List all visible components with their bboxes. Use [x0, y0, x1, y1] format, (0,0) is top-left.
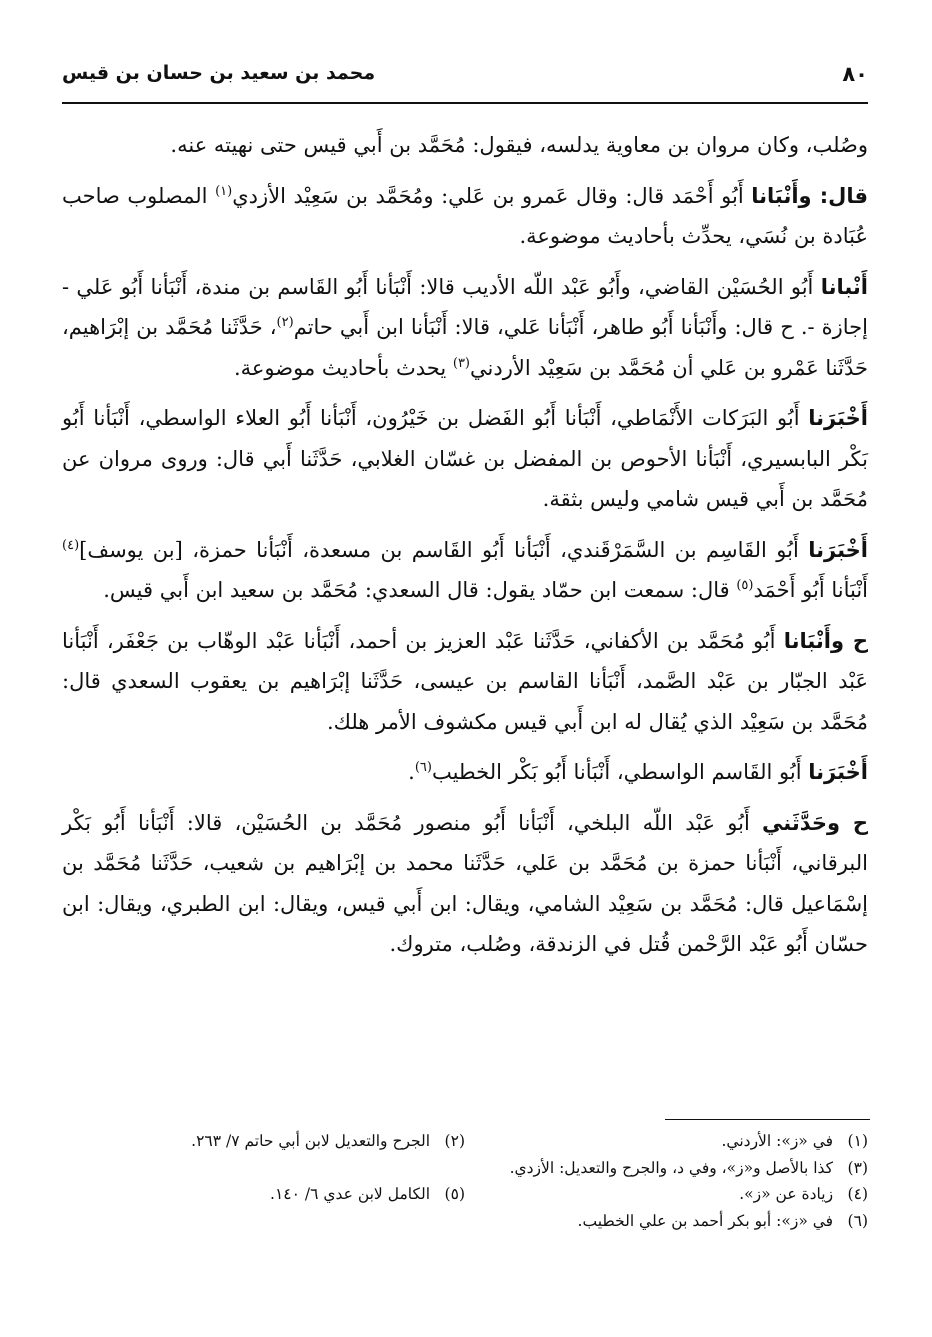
paragraph-text: أَبُو القَاسِم بن السَّمَرْقَندي، أَنْبَأنا أَبُو القَاسم بن مسعدة، أَنْبَأنا حمزة، [بن يوسف] [79, 537, 809, 562]
footnote-rule [665, 1119, 870, 1120]
footnote [465, 1128, 868, 1155]
footnote-number: (٢) [444, 1132, 465, 1150]
footnote-row [62, 1155, 868, 1182]
footnote-ref[interactable]: (٥) [736, 578, 754, 593]
paragraph-lead: أَخْبَرَنا [808, 760, 868, 784]
paragraph-lead: أَنْبانا [820, 274, 868, 299]
footnote-ref[interactable]: (٢) [276, 315, 294, 330]
footnote-text: في «ز»: أبو بكر أحمد بن علي الخطيب. [577, 1211, 834, 1230]
footnote-number: (١) [847, 1132, 868, 1150]
footnote-row [62, 1128, 868, 1155]
footnote-text: في «ز»: الأردني. [721, 1132, 834, 1150]
paragraph-text: أَبُو البَرَكات الأَنْمَاطي، أَنْبَأنا أَبُو الفَضل بن خَيْرُون، أَنْبَأنا أَبُو العلاء الواسطي، أَنْبَأنا أَبُو بَكْر البابسيري، أَنْبَأنا الأحوص بن المفضل بن غسّان الغلابي، حَدَّثَنا أَبي قال: وروى مروان عن مُحَمَّد بن أَبي قيس شامي وليس بثقة. [62, 406, 868, 511]
footnote [62, 1181, 465, 1208]
footnote [465, 1181, 868, 1208]
paragraph-lead: ح وحَدَّثَني [762, 810, 869, 835]
paragraph-text: أَبُو مُحَمَّد بن الأكفاني، حَدَّثَنا عَبْد العزيز بن أحمد، أَنْبَأنا عَبْد الوهّاب بن جَعْفَر، أَنْبَأنا عَبْد الجبّار بن عَبْد الصَّمد، أَنْبَأنا القاسم بن عيسى، حَدَّثَنا إبْرَاهيم بن يعقوب السعدي قال: مُحَمَّد بن سَعِيْد الذي يُقال له ابن أَبي قيس مكشوف الأمر هلك. [62, 628, 868, 734]
paragraph-lead: أَخْبَرَنا [808, 537, 868, 562]
paragraph-text: قال: سمعت ابن حمّاد يقول: قال السعدي: مُحَمَّد بن سعيد ابن أَبي قيس. [103, 578, 737, 602]
main-text [62, 125, 868, 975]
running-title: محمد بن سعيد بن حسان بن قيس [62, 62, 376, 84]
footnote-number: (٥) [444, 1185, 465, 1203]
paragraph-text: ، حَدَّثَنا مُحَمَّد بن إبْرَاهيم، حَدَّثَنا عَمْرو بن عَلي أن مُحَمَّد بن سَعِيْد الأردني [62, 315, 868, 380]
header-rule [62, 102, 868, 104]
footnote-row [62, 1181, 868, 1208]
paragraph-lead: أَخْبَرَنا [808, 406, 868, 430]
paragraph-text: . [408, 760, 415, 784]
footnote-ref[interactable]: (٦) [414, 760, 432, 775]
footnote-text: كذا بالأصل و«ز»، وفي د، والجرح والتعديل: الأزدي. [509, 1158, 834, 1177]
paragraph-text: أَبُو الحُسَيْن القاضي، وأَبُو عَبْد اللّه الأديب قالا: أَنْبَأنا أَبُو القَاسم بن مندة، أَنْبَأنا أَبُو عَلي - إجازة -. ح قال: وأَنْبَأنا أَبُو طاهر، أَنْبَأنا عَلي، قالا: أَنْبَأنا ابن أَبي حاتم [62, 274, 868, 339]
footnote-number: (٣) [847, 1158, 868, 1177]
paragraph [62, 530, 868, 611]
paragraph [62, 752, 868, 793]
paragraph [62, 803, 868, 965]
page-number: ٨٠ [842, 62, 868, 86]
paragraph-text: أَبُو عَبْد اللّه البلخي، أَنْبَأنا أَبُو منصور مُحَمَّد بن الحُسَيْن، قالا: أَنْبَأنا أَبُو بَكْر البرقاني، أَنْبَأنا حمزة بن مُحَمَّد بن عَلي، حَدَّثَنا محمد بن إبْرَاهيم بن شعيب، حَدَّثَنا مُحَمَّد بن إسْمَاعيل قال: مُحَمَّد بن سَعِيْد الشامي، ويقال: ابن أَبي قيس، ويقال: ابن الطبري، ويقال: ابن حسّان أَبُو عَبْد الرَّحْمن قُتل في الزندقة، وصُلب، متروك. [62, 810, 868, 956]
paragraph-text: المصلوب صاحب عُبَادة بن نُسَي، يحدِّث بأحاديث موضوعة. [62, 183, 868, 248]
footnote-text: زيادة عن «ز». [739, 1185, 834, 1203]
paragraph [62, 267, 868, 389]
footnote [62, 1155, 868, 1182]
paragraph [62, 125, 868, 166]
paragraph-text: يحدث بأحاديث موضوعة. [233, 355, 453, 380]
paragraph [62, 176, 868, 257]
page-header [62, 62, 868, 92]
paragraph-lead: ح وأَنْبَانا [783, 628, 868, 653]
paragraph-text: أَنْبَأنا أَبُو أَحْمَد [753, 578, 868, 602]
footnote-text: الجرح والتعديل لابن أبي حاتم ٧/ ٢٦٣. [191, 1132, 431, 1150]
footnote-number: (٦) [847, 1211, 868, 1230]
paragraph-text: وصُلب، وكان مروان بن معاوية يدلسه، فيقول: مُحَمَّد بن أَبي قيس حتى نهيته عنه. [170, 133, 868, 157]
footnotes [62, 1128, 868, 1234]
paragraph-lead: قال: وأَنْبَانا [751, 183, 869, 208]
footnote [62, 1208, 868, 1235]
footnote-ref[interactable]: (١) [215, 183, 233, 199]
footnote-ref[interactable]: (٣) [452, 355, 470, 371]
paragraph [62, 621, 868, 743]
footnote-number: (٤) [847, 1185, 868, 1203]
paragraph-text: أَبُو أَحْمَد قال: وقال عَمرو بن عَلي: ومُحَمَّد بن سَعِيْد الأزدي [232, 183, 752, 208]
footnote-text: الكامل لابن عدي ٦/ ١٤٠. [270, 1185, 431, 1203]
footnote-row [62, 1208, 868, 1235]
paragraph [62, 398, 868, 520]
footnote [62, 1128, 465, 1155]
footnote-ref[interactable]: (٤) [62, 537, 80, 553]
paragraph-text: أَبُو القَاسم الواسطي، أَنْبَأنا أَبُو بَكْر الخطيب [431, 760, 809, 784]
